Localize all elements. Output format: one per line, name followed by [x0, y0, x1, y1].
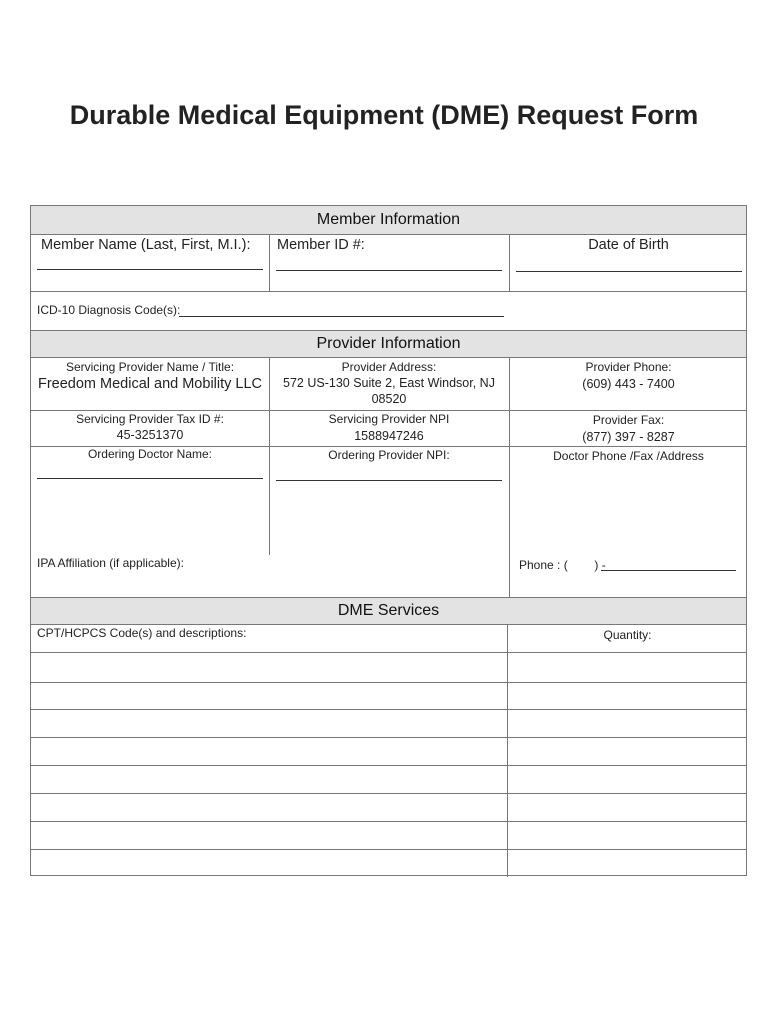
tax-id-label: Servicing Provider Tax ID #:: [76, 412, 224, 426]
member-id-label: Member ID #:: [277, 237, 365, 253]
table-row: [31, 682, 746, 683]
icd-field[interactable]: [179, 316, 504, 317]
divider: [269, 235, 270, 291]
dob-field[interactable]: [516, 271, 742, 272]
ipa-label: IPA Affiliation (if applicable):: [37, 556, 184, 570]
table-row: [31, 821, 746, 822]
member-info-title: Member Information: [316, 211, 461, 228]
ordering-npi-label: Ordering Provider NPI:: [328, 448, 450, 462]
provider-info-title: Provider Information: [316, 335, 461, 352]
table-row: [31, 793, 746, 794]
ipa-phone-field[interactable]: [601, 570, 736, 571]
divider: [31, 291, 746, 292]
servicing-name-label: Servicing Provider Name / Title:: [65, 360, 235, 374]
provider-fax-value: (877) 397 - 8287: [582, 430, 675, 444]
divider: [507, 625, 508, 877]
dob-label: Date of Birth: [588, 237, 669, 253]
member-id-field[interactable]: [276, 270, 502, 271]
divider: [509, 358, 510, 600]
member-name-label: Member Name (Last, First, M.I.):: [41, 237, 251, 253]
dme-services-header: [31, 597, 746, 625]
table-row: [31, 709, 746, 710]
table-row: [31, 737, 746, 738]
ipa-phone-label: Phone : ( ) -: [519, 558, 606, 572]
servicing-name-value: Freedom Medical and Mobility LLC: [37, 376, 263, 392]
member-name-field[interactable]: [37, 269, 263, 270]
icd-label: ICD-10 Diagnosis Code(s):: [37, 303, 181, 317]
provider-fax-label: Provider Fax:: [592, 413, 665, 427]
table-row: [31, 849, 746, 850]
tax-id-value: 45-3251370: [116, 428, 184, 442]
table-row: [31, 765, 746, 766]
codes-label: CPT/HCPCS Code(s) and descriptions:: [37, 626, 247, 640]
form-title: Durable Medical Equipment (DME) Request Form: [69, 100, 699, 130]
provider-address-line2: 08520: [371, 392, 407, 406]
dme-services-title: DME Services: [337, 602, 440, 619]
doctor-contact-label: Doctor Phone /Fax /Address: [553, 449, 704, 463]
ordering-npi-field[interactable]: [276, 480, 502, 481]
servicing-npi-value: 1588947246: [354, 429, 424, 443]
provider-phone-value: (609) 443 - 7400: [582, 377, 675, 391]
dme-form: [30, 205, 747, 876]
quantity-label: Quantity:: [603, 628, 652, 642]
provider-phone-label: Provider Phone:: [585, 360, 672, 374]
provider-address-label: Provider Address:: [341, 360, 437, 374]
ordering-doctor-field[interactable]: [37, 478, 263, 479]
provider-address-line1: 572 US-130 Suite 2, East Windsor, NJ: [283, 376, 495, 390]
servicing-npi-label: Servicing Provider NPI: [328, 412, 450, 426]
table-row: [31, 652, 746, 653]
provider-info-header: [31, 330, 746, 358]
ordering-doctor-label: Ordering Doctor Name:: [87, 447, 213, 461]
member-info-header: [31, 206, 746, 235]
divider: [31, 410, 746, 411]
